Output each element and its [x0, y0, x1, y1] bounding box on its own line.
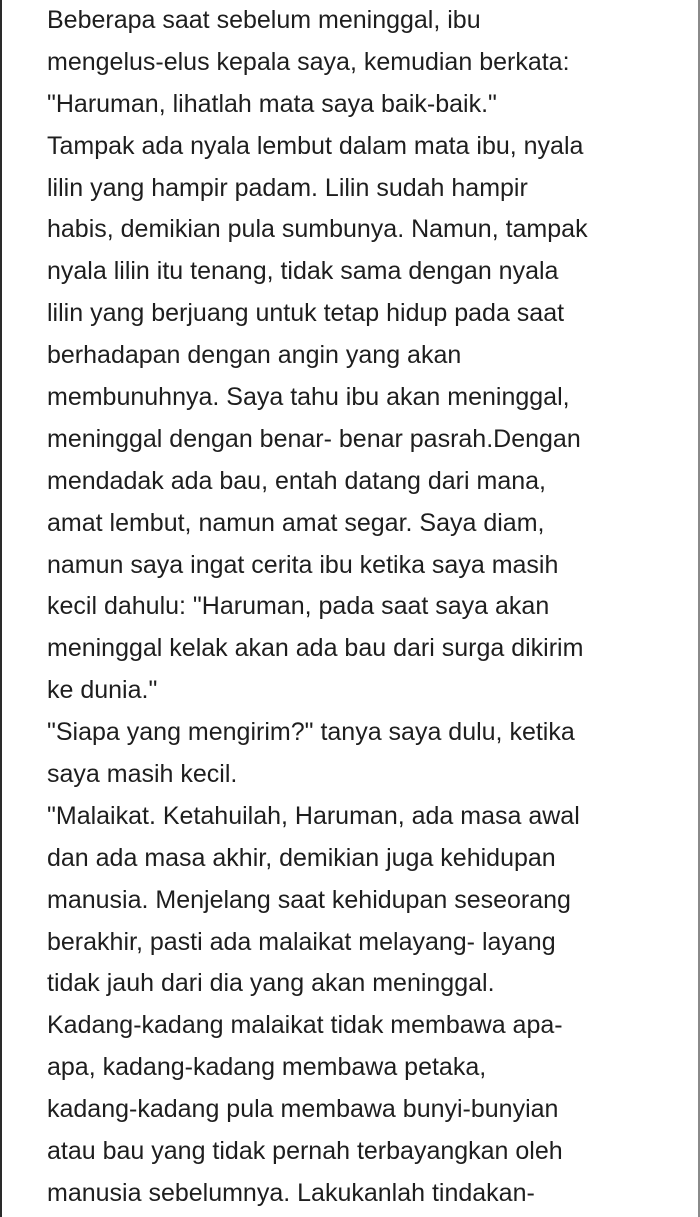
text-line: tidak jauh dari dia yang akan meninggal.: [47, 969, 495, 998]
text-line: Kadang-kadang malaikat tidak membawa apa-: [47, 1011, 563, 1040]
text-line: kecil dahulu: "Haruman, pada saat saya akan: [47, 592, 550, 621]
text-line: dan ada masa akhir, demikian juga kehidupan: [47, 843, 556, 872]
text-line: nyala lilin itu tenang, tidak sama dengan nyala: [47, 257, 559, 286]
text-line: saya masih kecil.: [47, 760, 238, 789]
text-line: apa, kadang-kadang membawa petaka,: [47, 1053, 487, 1082]
text-line: mengelus-elus kepala saya, kemudian berkata:: [47, 47, 570, 76]
text-line: Tampak ada nyala lembut dalam mata ibu, nyala: [47, 131, 584, 160]
text-line: "Malaikat. Ketahuilah, Haruman, ada masa awal: [47, 801, 580, 830]
text-line: manusia sebelumnya. Lakukanlah tindakan-: [47, 1178, 535, 1207]
text-line: berhadapan dengan angin yang akan: [47, 341, 462, 370]
text-line: namun saya ingat cerita ibu ketika saya masih: [47, 550, 559, 579]
text-line: mendadak ada bau, entah datang dari mana,: [47, 466, 546, 495]
text-line: manusia. Menjelang saat kehidupan seseorang: [47, 885, 571, 914]
text-line: lilin yang berjuang untuk tetap hidup pada saat: [47, 299, 565, 328]
text-line: meninggal dengan benar- benar pasrah.Dengan: [47, 424, 581, 453]
body-text: [47, 0, 687, 1215]
text-line: "Siapa yang mengirim?" tanya saya dulu, ketika: [47, 718, 575, 747]
text-line: habis, demikian pula sumbunya. Namun, tampak: [47, 215, 588, 244]
text-line: lilin yang hampir padam. Lilin sudah hampir: [47, 173, 528, 202]
left-border: [0, 0, 2, 1217]
text-line: berakhir, pasti ada malaikat melayang- layang: [47, 927, 556, 956]
text-line: "Haruman, lihatlah mata saya baik-baik.": [47, 89, 497, 118]
text-line: kadang-kadang pula membawa bunyi-bunyian: [47, 1095, 559, 1124]
text-line: meninggal kelak akan ada bau dari surga dikirim: [47, 634, 584, 663]
text-line: atau bau yang tidak pernah terbayangkan oleh: [47, 1137, 563, 1166]
text-line: Beberapa saat sebelum meninggal, ibu: [47, 6, 481, 34]
text-line: membunuhnya. Saya tahu ibu akan meninggal,: [47, 383, 570, 412]
text-line: ke dunia.": [47, 676, 158, 705]
text-line: amat lembut, namun amat segar. Saya diam,: [47, 508, 545, 537]
